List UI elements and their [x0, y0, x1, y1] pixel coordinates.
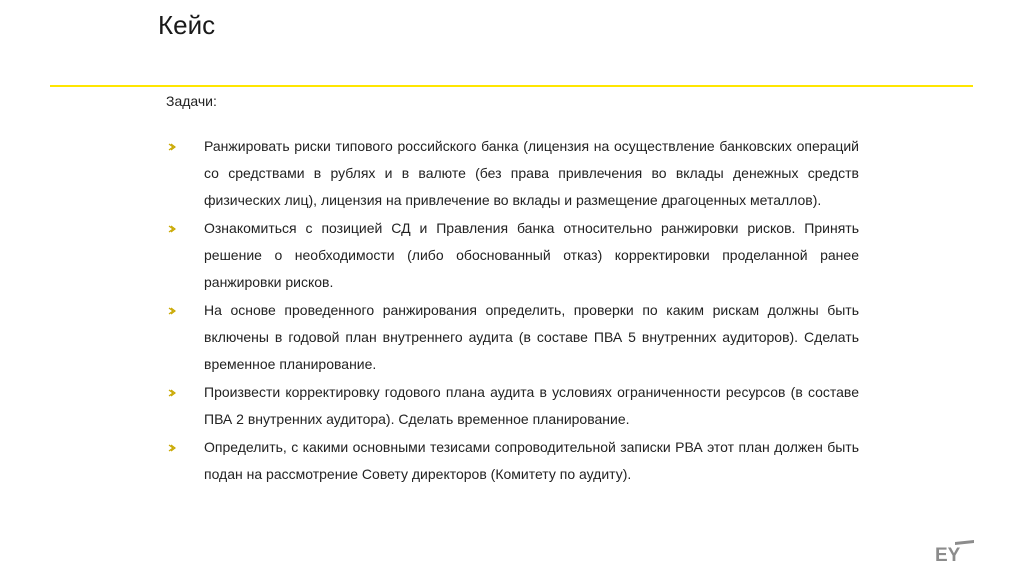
chevron-bullet-icon — [166, 297, 178, 324]
logo-text: EY — [935, 545, 961, 562]
task-item — [166, 297, 859, 378]
task-item — [166, 434, 859, 488]
task-text: Ознакомиться с позицией СД и Правления банка относительно ранжировки рисков. Принять решение о необходимости (либо обоснованный отказ) корректировки проделанной ранее ранжировки рисков. — [204, 220, 859, 290]
chevron-bullet-icon — [166, 215, 178, 242]
task-text: Определить, с какими основными тезисами сопроводительной записки РВА этот план должен быть подан на рассмотрение Совету директоров (Комитету по аудиту). — [204, 439, 859, 482]
chevron-bullet-icon — [166, 379, 178, 406]
task-item — [166, 133, 859, 214]
task-list — [166, 133, 859, 489]
task-text: На основе проведенного ранжирования определить, проверки по каким рискам должны быть включены в годовой план внутреннего аудита (в составе ПВА 5 внутренних аудиторов). Сделать временное планирование. — [204, 302, 859, 372]
ey-logo-icon — [934, 540, 976, 562]
chevron-bullet-icon — [166, 434, 178, 461]
chevron-bullet-icon — [166, 133, 178, 160]
title-divider — [50, 85, 973, 87]
tasks-heading: Задачи: — [166, 93, 217, 109]
task-text: Ранжировать риски типового российского банка (лицензия на осуществление банковских операций со средствами в рублях и в валюте (без права привлечения во вклады денежных средств физических лиц), лицензия на привлечение во вклады и размещение драгоценных металлов). — [204, 138, 859, 208]
task-item — [166, 215, 859, 296]
task-item — [166, 379, 859, 433]
task-text: Произвести корректировку годового плана аудита в условиях ограниченности ресурсов (в составе ПВА 2 внутренних аудитора). Сделать временное планирование. — [204, 384, 859, 427]
slide-title: Кейс — [158, 10, 216, 40]
